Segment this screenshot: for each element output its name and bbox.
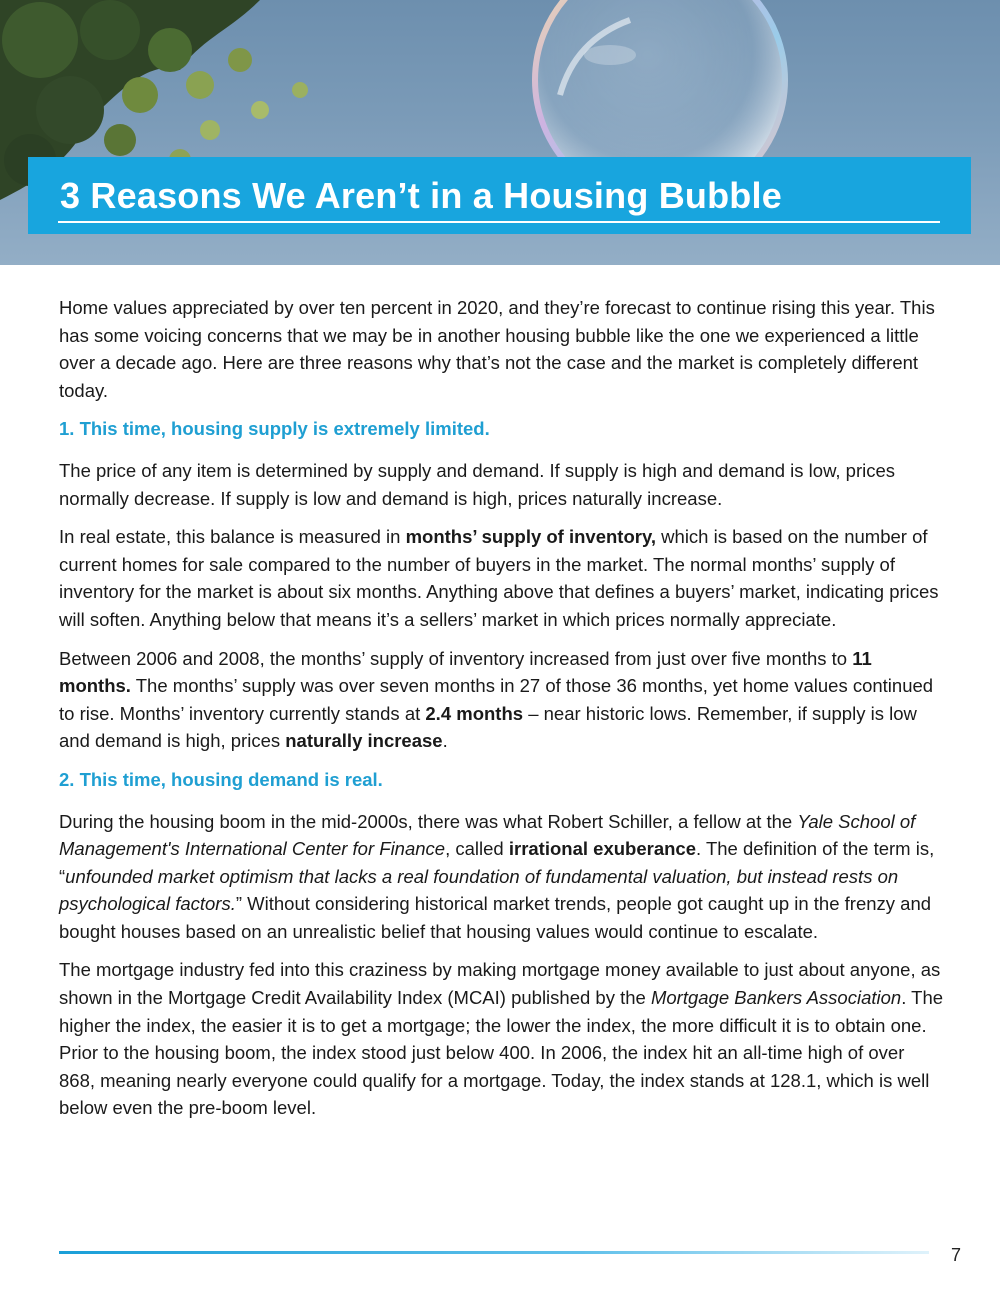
text-run: . The higher the index, the easier it is to get a mortgage; the lower the index, the more difficult it is to obtain one. Prior to the housing boom, the index stood just below 400. In 2006, the index hit an all-time high of over 868, meaning nearly everyone could qualify for a mortgage. Today, the index stands at 128.1, which is well below even the pre-boom level. xyxy=(59,987,944,1119)
text-run: During the housing boom in the mid-2000s, there was what Robert Schiller, a fellow at the xyxy=(59,810,798,832)
footer-divider xyxy=(59,1251,929,1254)
italic-quote: unfounded market optimism that lacks a real foundation of fundamental valuation, but instead rests on psychological factors. xyxy=(59,865,899,915)
section-1-paragraph-3 xyxy=(59,645,945,755)
text-run: – near historic lows. Remember, if supply is low and demand is high, prices xyxy=(59,702,917,752)
text-run: . The definition of the term is, “ xyxy=(59,838,935,887)
section-2-heading: 2. This time, housing demand is real. xyxy=(59,768,383,790)
text-run: ” Without considering historical market trends, people got caught up in the frenzy and bought houses based on an unrealistic belief that housing values would continue to escalate. xyxy=(59,893,932,942)
page-title: 3 Reasons We Aren’t in a Housing Bubble xyxy=(60,175,782,216)
text-run: , called xyxy=(445,838,509,860)
bold-term: naturally increase xyxy=(285,730,443,752)
article-body xyxy=(59,294,945,1133)
text-run: which is based on the number of current homes for sale compared to the number of buyers in the market. The normal months’ supply of inventory for the market is about six months. Anything above that defines a buyers’ market, indicating prices will soften. Anything below that means it’s a sellers’ market in which prices normally appreciate. xyxy=(59,526,939,630)
bold-term: 11 months. xyxy=(59,647,872,697)
text-run: Between 2006 and 2008, the months’ supply of inventory increased from just over five months to xyxy=(59,647,853,669)
title-underline xyxy=(58,221,940,223)
section-1-paragraph-1: The price of any item is determined by supply and demand. If supply is high and demand is low, prices normally decrease. If supply is low and demand is high, prices naturally increase. xyxy=(59,459,896,509)
bold-term: irrational exuberance xyxy=(508,838,696,860)
section-1-heading: 1. This time, housing supply is extremely limited. xyxy=(59,418,490,440)
text-run: The months’ supply was over seven months in 27 of those 36 months, yet home values continued to rise. Months’ inventory currently stands at xyxy=(59,675,934,724)
intro-paragraph: Home values appreciated by over ten percent in 2020, and they’re forecast to continue rising this year. This has some voicing concerns that we may be in another housing bubble like the one we experienced a little over a decade ago. Here are three reasons why that’s not the case and the market is completely different today. xyxy=(59,297,935,401)
title-band xyxy=(28,157,971,234)
section-1-paragraph-2 xyxy=(59,523,945,633)
page-number: 7 xyxy=(951,1245,962,1265)
bold-term: months’ supply of inventory, xyxy=(405,526,657,548)
bold-term: 2.4 months xyxy=(425,702,524,724)
italic-term: Yale School of Management's International Center for Finance xyxy=(59,810,916,860)
text-run: The mortgage industry fed into this craziness by making mortgage money available to just about anyone, as shown in the Mortgage Credit Availability Index (MCAI) published by the xyxy=(59,959,941,1009)
italic-term: Mortgage Bankers Association xyxy=(650,987,902,1009)
header-banner-image xyxy=(0,0,1000,265)
section-2-paragraph-2 xyxy=(59,956,945,1122)
text-run: . xyxy=(442,730,448,752)
text-run: In real estate, this balance is measured in xyxy=(59,526,406,548)
section-2-paragraph-1 xyxy=(59,808,945,946)
